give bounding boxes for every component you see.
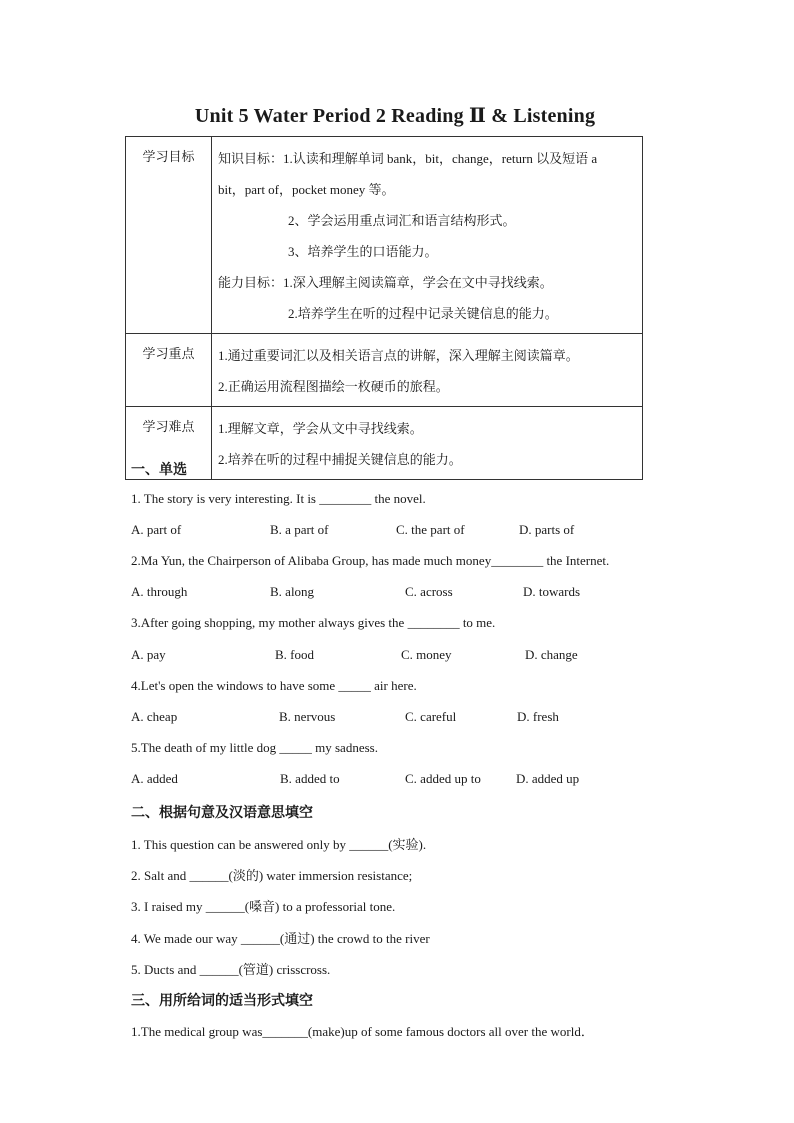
row-header: 学习难点 xyxy=(126,407,212,480)
fill-in-item: 4. We made our way ______(通过) the crowd to the river xyxy=(131,931,430,946)
word-form-item: 1.The medical group was_______(make)up of some famous doctors all over the world． xyxy=(131,1024,594,1039)
row-content xyxy=(212,137,643,334)
fill-in-item: 3. I raised my ______(嗓音) to a professorial tone. xyxy=(131,899,396,914)
goals-row xyxy=(126,137,643,334)
content-line: bit，part of，pocket money 等。 xyxy=(218,182,395,197)
option-a: A. through xyxy=(131,584,188,599)
difficulties-row xyxy=(126,407,643,480)
option-d: D. fresh xyxy=(517,709,559,724)
content-line: 2.培养学生在听的过程中记录关键信息的能力。 xyxy=(288,306,558,321)
question-stem: 2.Ma Yun, the Chairperson of Alibaba Group, has made much money________ the Internet. xyxy=(131,553,610,568)
option-b: B. added to xyxy=(280,771,340,786)
question-stem: 3.After going shopping, my mother always gives the ________ to me. xyxy=(131,615,496,630)
row-header: 学习目标 xyxy=(126,137,212,334)
content-line: 1.理解文章，学会从文中寻找线索。 xyxy=(218,421,423,436)
option-c: C. across xyxy=(405,584,453,599)
option-b: B. along xyxy=(270,584,315,599)
content-line: 2、学会运用重点词汇和语言结构形式。 xyxy=(288,213,516,228)
fill-in-item: 1. This question can be answered only by ______(实验). xyxy=(131,837,427,852)
option-c: C. money xyxy=(401,647,452,662)
learning-goals-table xyxy=(125,136,643,480)
option-d: D. added up xyxy=(516,771,580,786)
option-d: D. towards xyxy=(523,584,581,599)
section-heading-single-choice: 一、单选 xyxy=(131,462,187,478)
option-c: C. the part of xyxy=(396,522,465,537)
section-heading-word-form: 三、用所给词的适当形式填空 xyxy=(131,993,313,1009)
row-content xyxy=(212,334,643,407)
option-a: A. cheap xyxy=(131,709,178,724)
fill-in-item: 5. Ducts and ______(管道) crisscross. xyxy=(131,962,331,977)
row-content xyxy=(212,407,643,480)
option-b: B. nervous xyxy=(279,709,336,724)
content-line: 1.通过重要词汇以及相关语言点的讲解，深入理解主阅读篇章。 xyxy=(218,348,579,363)
fill-in-item: 2. Salt and ______(淡的) water immersion resistance; xyxy=(131,868,413,883)
option-c: C. added up to xyxy=(405,771,481,786)
question-stem: 4.Let's open the windows to have some _____ air here. xyxy=(131,678,417,693)
option-a: A. part of xyxy=(131,522,182,537)
option-d: D. change xyxy=(525,647,578,662)
option-b: B. a part of xyxy=(270,522,329,537)
question-stem: 5.The death of my little dog _____ my sadness. xyxy=(131,740,378,755)
option-d: D. parts of xyxy=(519,522,575,537)
content-line: 2.正确运用流程图描绘一枚硬币的旅程。 xyxy=(218,379,449,394)
question-stem: 1. The story is very interesting. It is ________ the novel. xyxy=(131,491,426,506)
row-header: 学习重点 xyxy=(126,334,212,407)
section-heading-fill-in: 二、根据句意及汉语意思填空 xyxy=(131,805,313,821)
option-c: C. careful xyxy=(405,709,457,724)
content-line: 3、培养学生的口语能力。 xyxy=(288,244,438,259)
page-title: Unit 5 Water Period 2 Reading Ⅱ & Listening xyxy=(194,105,596,127)
content-line: 能力目标：1.深入理解主阅读篇章，学会在文中寻找线索。 xyxy=(218,275,553,290)
content-line: 2.培养在听的过程中捕捉关键信息的能力。 xyxy=(218,452,462,467)
option-a: A. pay xyxy=(131,647,166,662)
option-a: A. added xyxy=(131,771,178,786)
option-b: B. food xyxy=(275,647,314,662)
key-points-row xyxy=(126,334,643,407)
content-line: 知识目标：1.认读和理解单词 bank，bit，change，return 以及短语 a xyxy=(218,151,598,166)
